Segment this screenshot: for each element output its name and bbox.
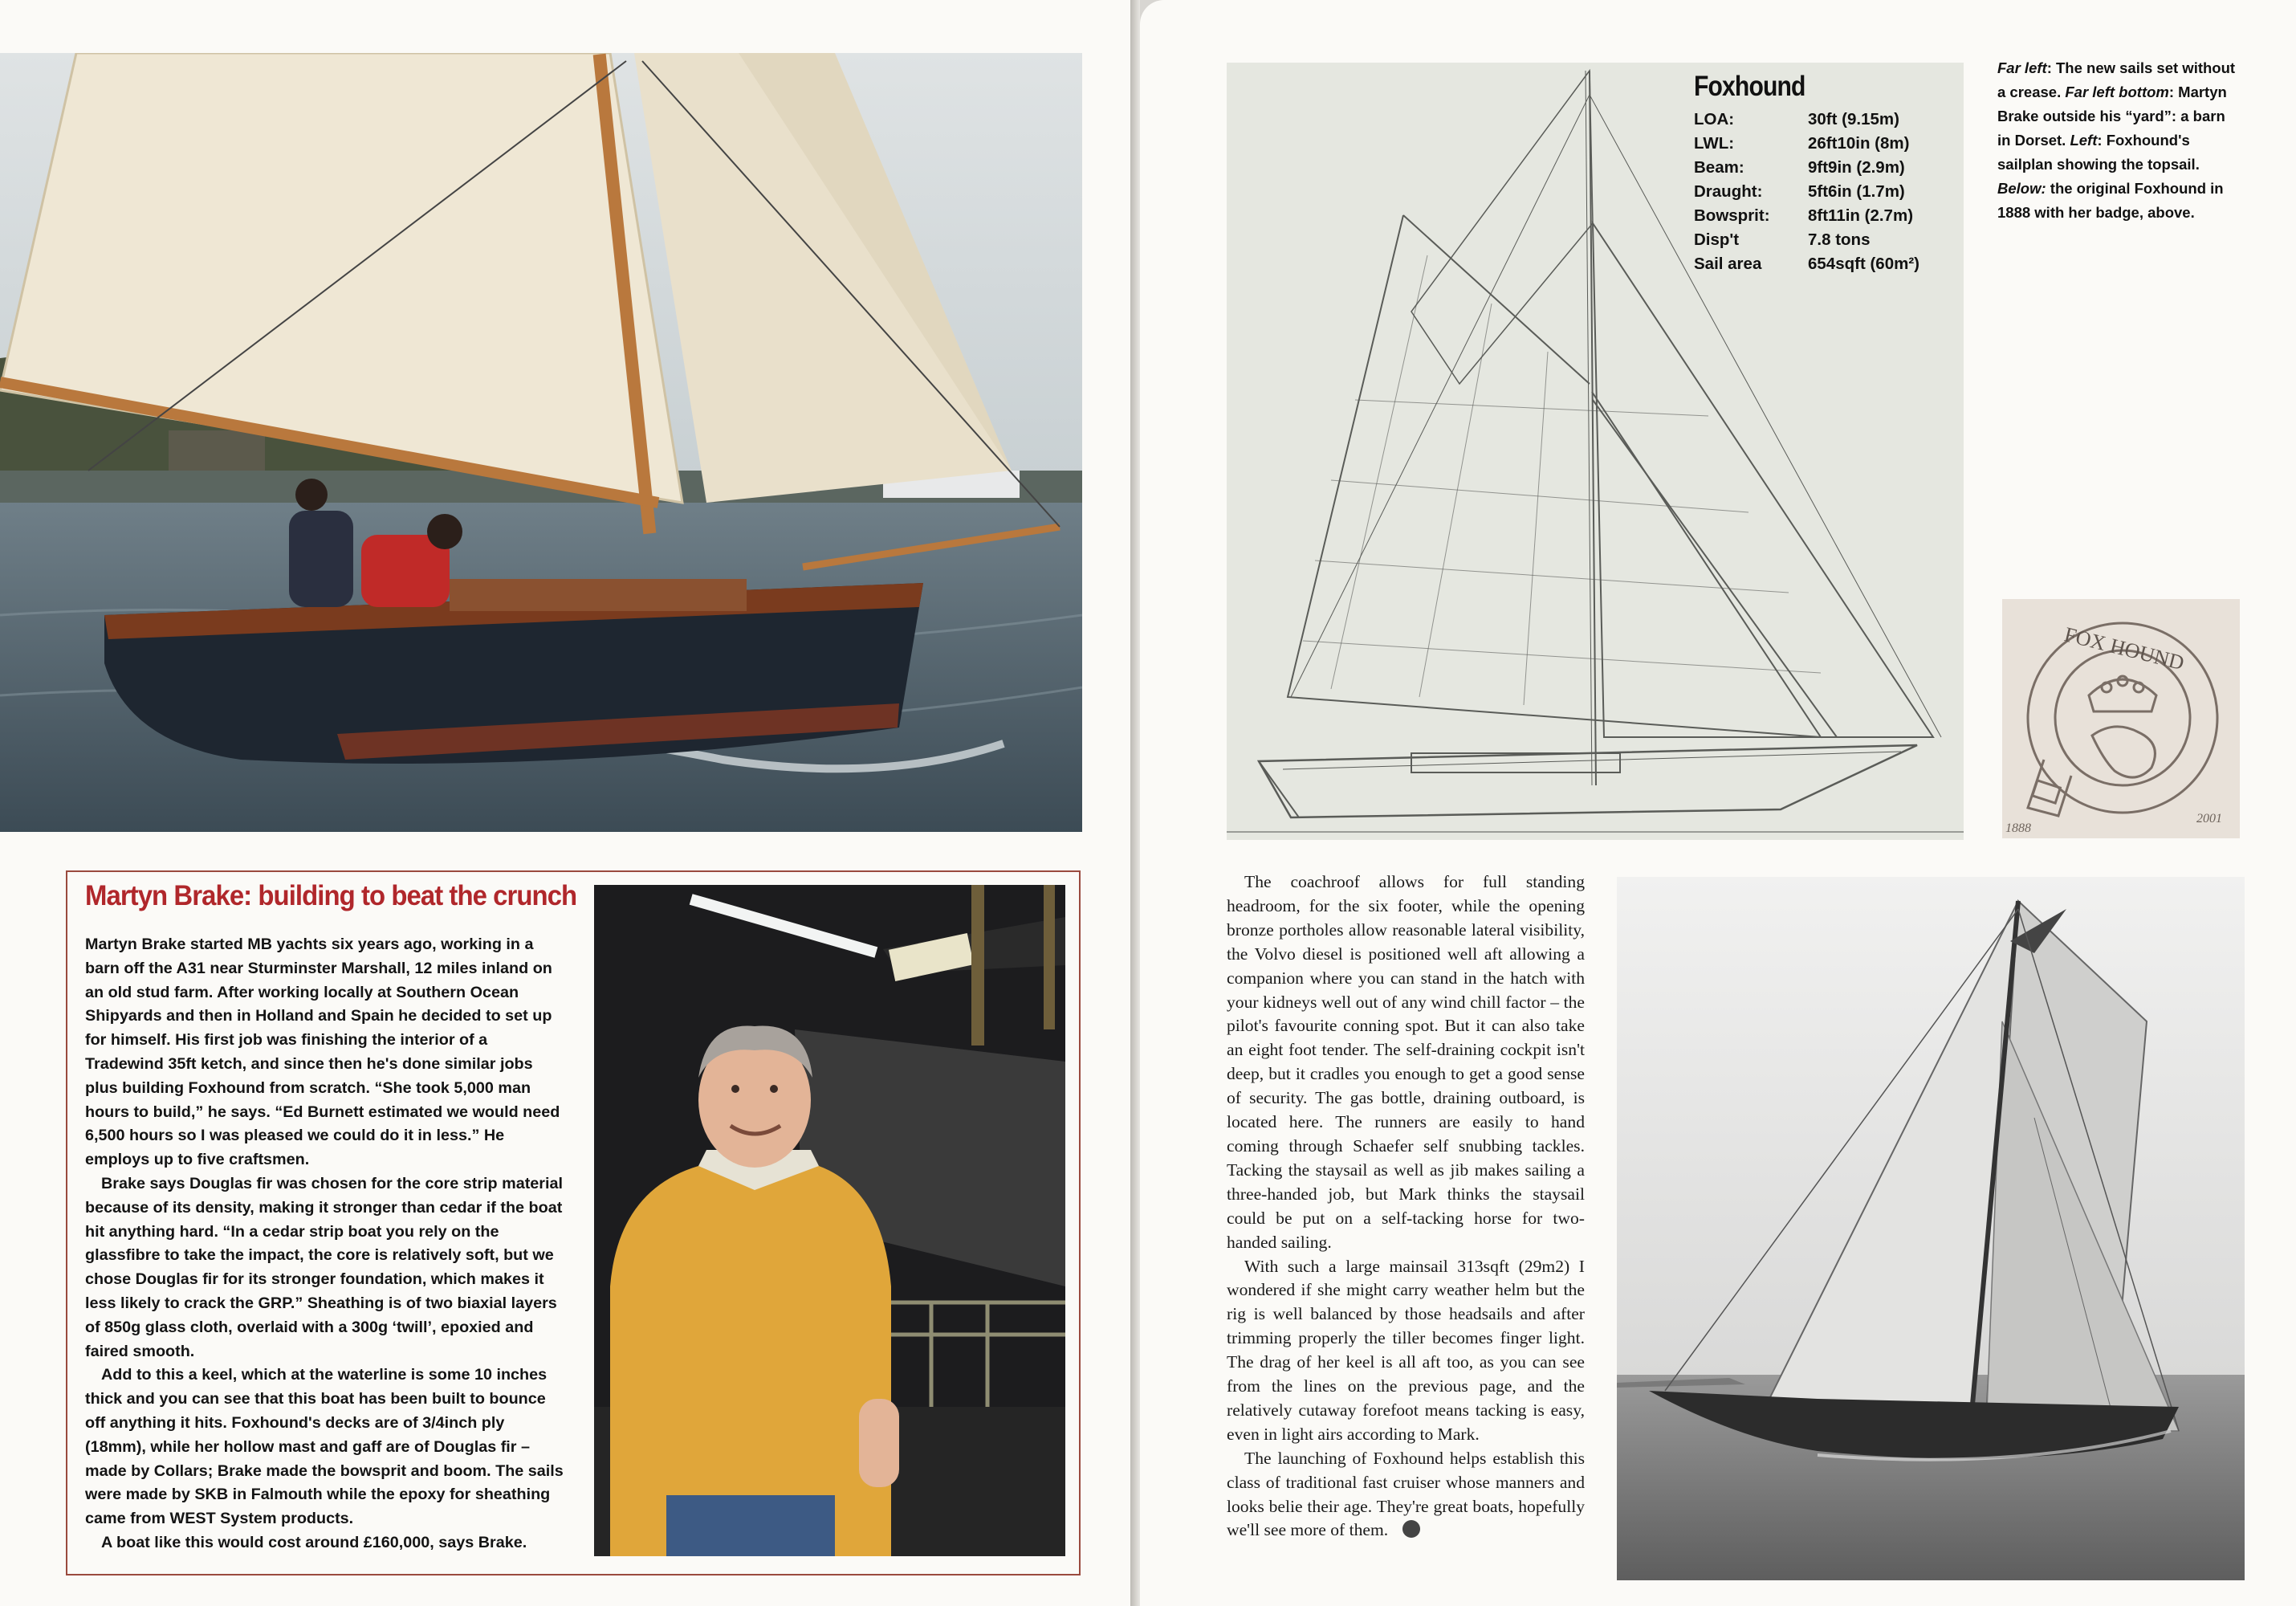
historic-foxhound-photo [1617,877,2245,1580]
sidebar-paragraph: Brake says Douglas fir was chosen for the core strip material because of its density, making it stronger than cedar if the boat hit anything hard. “In a cedar strip boat you rely on the glassfibre to take the impact, the core is relatively soft, but we chose Douglas fir for its stronger foundation, which makes it less likely to crack the GRP.” Sheathing is of two biaxial layers of 850g glass cloth, overlaid with a 300g ‘twill’, epoxied and faired smooth. [85,1174,563,1360]
body-paragraph [1227,1447,1585,1543]
spec-row [1694,108,1919,132]
caption-ref: Below: [1997,180,2046,197]
badge-year-left: 1888 [2005,821,2031,835]
body-paragraph: The coachroof allows for full standing headroom, for the six footer, while the opening bronze portholes allow reasonable lateral visibility, the Volvo diesel is positioned well aft allowing a companion where you can stand in the hatch with your kidneys well out of any wind chill factor – the pilot's favourite conning spot. But it can also take an eight foot tender. The self-draining cockpit isn't deep, but it cradles you enough to get a good sense of security. The gas bottle, draining outboard, is located here. The runners are easily to hand coming through Schaefer self snubbing tackles. Tacking the staysail as well as jib makes sailing a three-handed job, but Mark thinks the staysail could be put on a self-tacking horse for two-handed sailing. [1227,872,1585,1252]
foxhound-sailing-photo [0,53,1082,832]
body-paragraph-text: The launching of Foxhound helps establish this class of traditional fast cruiser whose manners and looks belie their age. They're great boats, hopefully we'll see more of them. [1227,1448,1585,1540]
spec-row [1694,228,1919,252]
spec-label: Sail area [1694,255,1762,273]
caption-text: : The new sails set without a crease. [1997,59,2236,100]
caption-text: the original Foxhound in 1888 with her badge, above. [1997,180,2224,221]
caption-ref: Far left [1997,59,2047,76]
spec-value: 30ft (9.15m) [1808,110,1899,128]
spec-value: 26ft10in (8m) [1808,134,1910,153]
spec-row [1694,180,1919,204]
spec-label: LOA: [1694,110,1735,128]
badge-name: FOX HOUND [2062,622,2187,675]
spec-row [1694,156,1919,180]
spec-label: Draught: [1694,182,1763,201]
sidebar-paragraph: A boat like this would cost around £160,000, says Brake. [101,1533,527,1551]
caption-text: : Foxhound's sailplan showing the topsail. [1997,132,2200,173]
body-paragraph: With such a large mainsail 313sqft (29m2) I wondered if she might carry weather helm but the rig is well balanced by those headsails and after trimming properly the tiller becomes finger light. The drag of her keel is all aft too, as you can see from the lines on the previous page, and the relatively cutaway forefoot means tacking is easy, even in light airs according to Mark. [1227,1256,1585,1444]
badge-year-right: 2001 [2196,812,2222,825]
martyn-brake-photo [594,885,1065,1556]
sidebar-paragraph: Martyn Brake started MB yachts six years ago, working in a barn off the A31 near Sturminster Marshall, 12 miles inland on an old stud farm. After working locally at Southern Ocean Shipyards and then in Holland and Spain he decided to set up for himself. His first job was finishing the interior of a Tradewind 35ft ketch, and since then he's done similar jobs plus building Foxhound from scratch. “She took 5,000 man hours to build,” he says. “Ed Burnett estimated we would need 6,500 hours so I was pleased we could do it in less.” He employs up to five craftsmen. [85,935,560,1169]
sidebar-title: Martyn Brake: building to beat the crunch [85,880,577,911]
caption-ref: Far left bottom [2065,84,2169,100]
specs-title: Foxhound [1694,71,1805,102]
spec-label: Beam: [1694,158,1744,177]
spec-label: Disp't [1694,230,1740,249]
spec-label: LWL: [1694,134,1735,153]
sidebar-paragraph: Add to this a keel, which at the waterline is some 10 inches thick and you can see that this boat has been built to bounce off anything it hits. Foxhound's decks are of 3/4inch ply (18mm), while her hollow mast and gaff are of Douglas fir – made by Collars; Brake made the bowsprit and boom. The sails were made by SKB in Falmouth while the epoxy for sheathing came from WEST System products. [85,1366,564,1528]
spec-row [1694,252,1919,276]
spec-value: 5ft6in (1.7m) [1808,182,1905,201]
end-mark-icon [1402,1520,1420,1538]
spec-label: Bowsprit: [1694,206,1770,225]
article-body [1227,870,1585,1543]
spec-value: 9ft9in (2.9m) [1808,158,1905,177]
spec-value: 7.8 tons [1808,230,1871,249]
caption-text: : Martyn Brake outside his “yard”: a barn in Dorset. [1997,84,2227,149]
foxhound-badge-image [2002,599,2240,838]
spec-value: 8ft11in (2.7m) [1808,206,1914,225]
photo-caption [1997,56,2238,225]
spec-value: 654sqft (60m²) [1808,255,1919,273]
caption-ref: Left [2070,132,2098,149]
page-gutter [1130,0,1140,1606]
spec-row [1694,204,1919,228]
spec-row [1694,132,1919,156]
sidebar-text [85,933,567,1555]
specs-table [1694,108,1919,276]
